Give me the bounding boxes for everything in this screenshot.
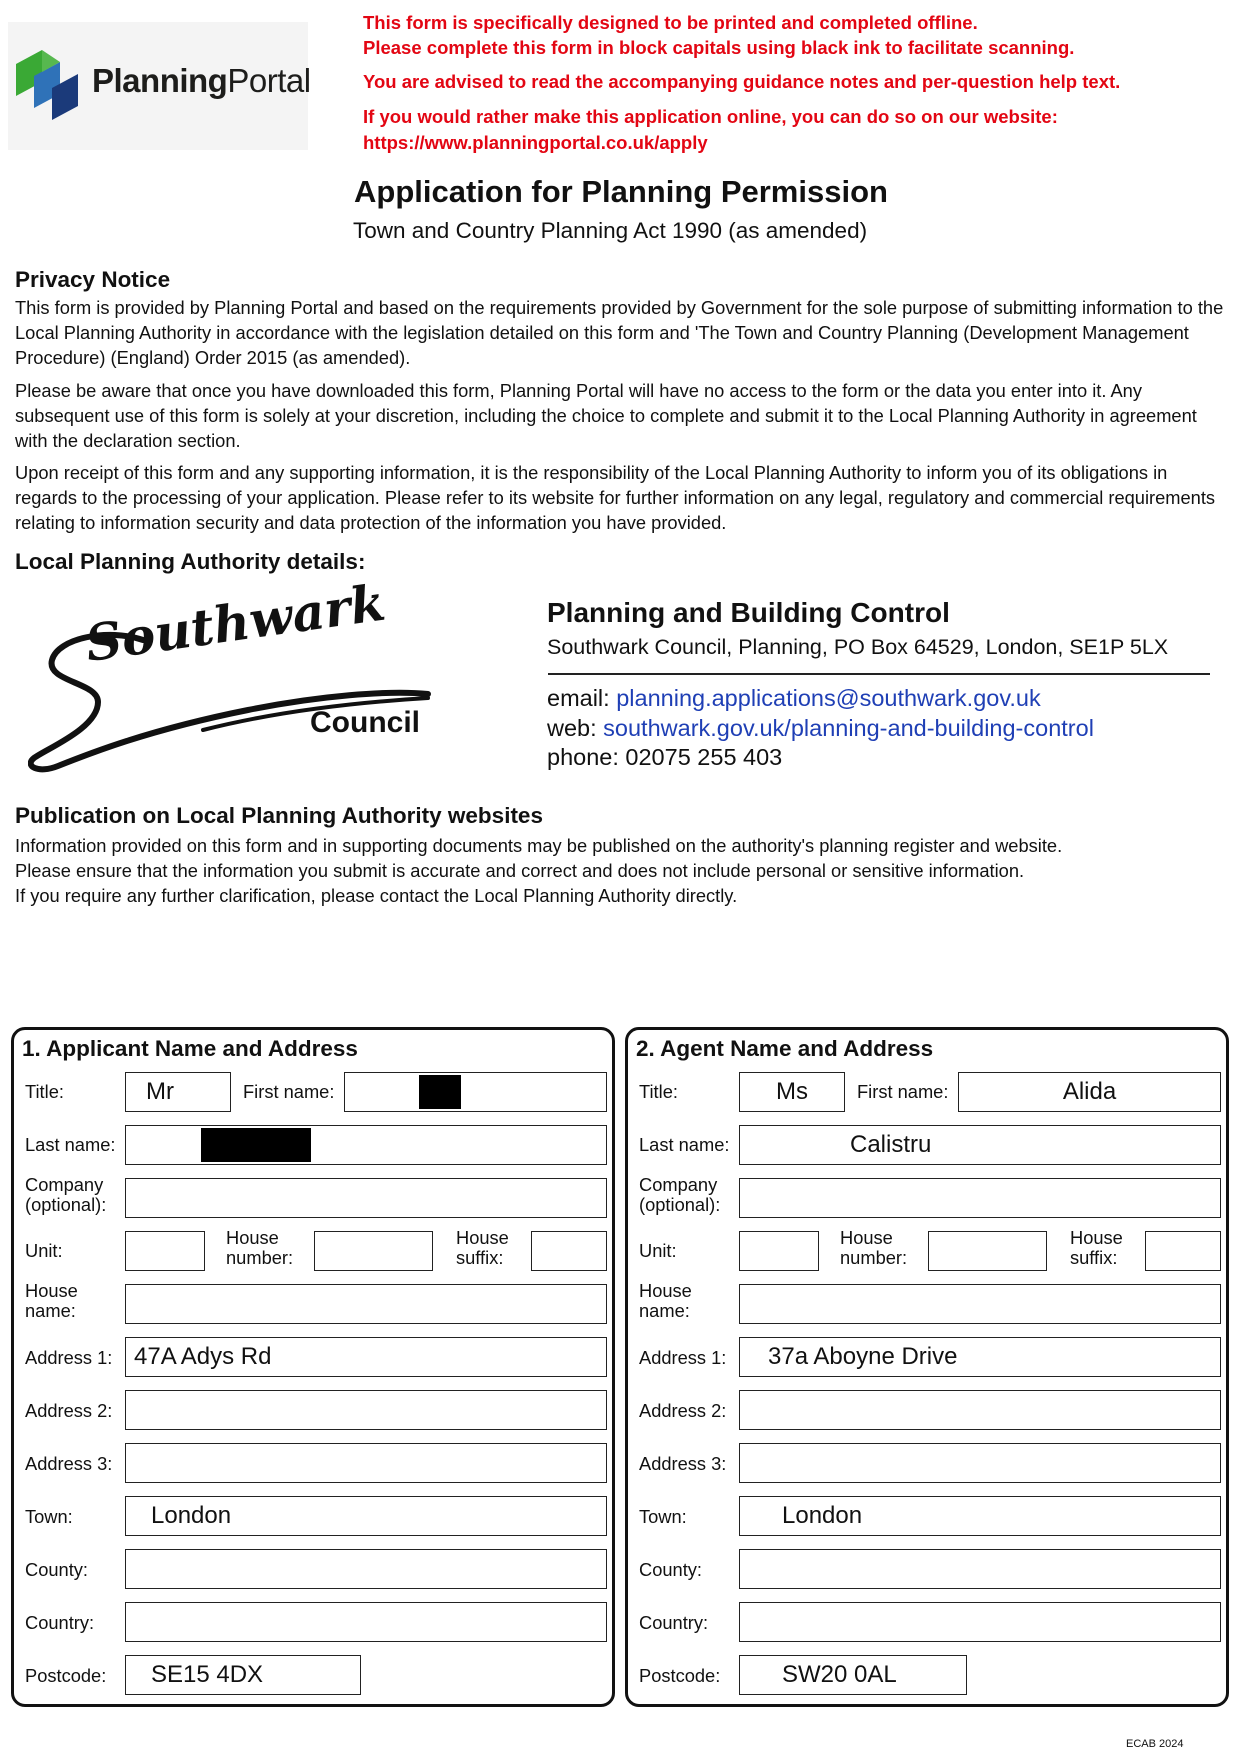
web-link[interactable]: southwark.gov.uk/planning-and-building-control xyxy=(603,715,1094,741)
house-number-label: House number: xyxy=(226,1227,294,1268)
agent-address1-field[interactable]: 37a Aboyne Drive xyxy=(739,1337,1221,1377)
postcode-label: Postcode: xyxy=(25,1665,107,1686)
agent-house-number-field[interactable] xyxy=(928,1231,1047,1271)
privacy-paragraph: Upon receipt of this form and any supporting information, it is the responsibility of the Local Planning Authority to inform you of its obligations in regards to the processing of your application. Please refer to its website for further information on any legal, regulatory and commercial requirements relating to information security and data protection of the information you have provided. xyxy=(15,462,1216,533)
country-label: Country: xyxy=(639,1612,709,1633)
applicant-county-field[interactable] xyxy=(125,1549,607,1589)
title-label: Title: xyxy=(639,1081,678,1102)
phone-label: phone: xyxy=(547,744,619,770)
planning-portal-logo xyxy=(8,22,311,150)
last-name-label: Last name: xyxy=(639,1134,730,1155)
notice-url[interactable]: https://www.planningportal.co.uk/apply xyxy=(363,132,708,153)
town-label: Town: xyxy=(639,1506,687,1527)
agent-company-field[interactable] xyxy=(739,1178,1221,1218)
planning-portal-logo-icon xyxy=(12,42,84,124)
agent-town-field[interactable]: London xyxy=(739,1496,1221,1536)
applicant-company-field[interactable] xyxy=(125,1178,607,1218)
agent-address2-field[interactable] xyxy=(739,1390,1221,1430)
town-label: Town: xyxy=(25,1506,73,1527)
southwark-logo-council: Council xyxy=(310,706,420,739)
form-code: ECAB 2024 xyxy=(1126,1738,1184,1750)
address2-label: Address 2: xyxy=(25,1400,113,1421)
lpa-phone-row xyxy=(547,744,782,771)
county-label: County: xyxy=(639,1559,703,1580)
agent-postcode-field[interactable]: SW20 0AL xyxy=(739,1655,967,1695)
title-label: Title: xyxy=(25,1081,64,1102)
agent-title-field[interactable]: Ms xyxy=(739,1072,845,1112)
lpa-web-row xyxy=(547,715,1094,742)
first-name-label: First name: xyxy=(243,1081,335,1102)
unit-label: Unit: xyxy=(25,1240,63,1261)
notice-offline: This form is specifically designed to be printed and completed offline. xyxy=(363,12,978,33)
house-name-label: House name: xyxy=(639,1280,692,1321)
house-suffix-label: House suffix: xyxy=(1070,1227,1123,1268)
agent-last-name-field[interactable]: Calistru xyxy=(739,1125,1221,1165)
agent-first-name-field[interactable]: Alida xyxy=(958,1072,1221,1112)
applicant-section xyxy=(11,1027,615,1707)
publication-heading: Publication on Local Planning Authority websites xyxy=(15,803,543,828)
applicant-town-field[interactable]: London xyxy=(125,1496,607,1536)
applicant-house-suffix-field[interactable] xyxy=(531,1231,607,1271)
phone-value: 02075 255 403 xyxy=(625,744,783,770)
agent-address3-field[interactable] xyxy=(739,1443,1221,1483)
applicant-last-name-field[interactable] xyxy=(125,1125,607,1165)
applicant-house-number-field[interactable] xyxy=(314,1231,433,1271)
applicant-address2-field[interactable] xyxy=(125,1390,607,1430)
page-title: Application for Planning Permission xyxy=(354,174,888,209)
notice-online: If you would rather make this application online, you can do so on our website: xyxy=(363,106,1058,127)
address3-label: Address 3: xyxy=(639,1453,727,1474)
publication-line: Please ensure that the information you submit is accurate and correct and does not include personal or sensitive information. xyxy=(15,860,1025,881)
southwark-council-logo xyxy=(28,572,448,783)
lpa-email-row xyxy=(547,685,1041,712)
applicant-address1-field[interactable]: 47A Adys Rd xyxy=(125,1337,607,1377)
publication-line: Information provided on this form and in supporting documents may be published on the authority's planning register and website. xyxy=(15,835,1063,856)
applicant-postcode-field[interactable]: SE15 4DX xyxy=(125,1655,361,1695)
email-link[interactable]: planning.applications@southwark.gov.uk xyxy=(616,685,1041,711)
address1-label: Address 1: xyxy=(25,1347,113,1368)
agent-section-title: 2. Agent Name and Address xyxy=(636,1036,934,1061)
postcode-label: Postcode: xyxy=(639,1665,721,1686)
address1-label: Address 1: xyxy=(639,1347,727,1368)
house-number-label: House number: xyxy=(840,1227,908,1268)
address3-label: Address 3: xyxy=(25,1453,113,1474)
lpa-address: Southwark Council, Planning, PO Box 64529, London, SE1P 5LX xyxy=(547,635,1169,659)
email-label: email: xyxy=(547,685,610,711)
privacy-heading: Privacy Notice xyxy=(15,267,171,292)
first-name-label: First name: xyxy=(857,1081,949,1102)
applicant-address3-field[interactable] xyxy=(125,1443,607,1483)
house-name-label: House name: xyxy=(25,1280,78,1321)
planning-portal-wordmark: PlanningPortal xyxy=(92,62,311,99)
applicant-unit-field[interactable] xyxy=(125,1231,205,1271)
company-label: Company (optional): xyxy=(25,1174,107,1215)
county-label: County: xyxy=(25,1559,89,1580)
agent-unit-field[interactable] xyxy=(739,1231,819,1271)
company-label: Company (optional): xyxy=(639,1174,721,1215)
redaction-box xyxy=(201,1128,311,1162)
redaction-box xyxy=(419,1075,461,1109)
address2-label: Address 2: xyxy=(639,1400,727,1421)
applicant-country-field[interactable] xyxy=(125,1602,607,1642)
web-label: web: xyxy=(547,715,597,741)
notice-block-capitals: Please complete this form in block capitals using black ink to facilitate scanning. xyxy=(363,37,1075,58)
lpa-heading: Local Planning Authority details: xyxy=(15,549,366,574)
notice-guidance: You are advised to read the accompanying guidance notes and per-question help text. xyxy=(363,71,1121,92)
applicant-section-title: 1. Applicant Name and Address xyxy=(22,1036,358,1061)
agent-section xyxy=(625,1027,1229,1707)
agent-county-field[interactable] xyxy=(739,1549,1221,1589)
lpa-divider xyxy=(548,673,1210,675)
house-suffix-label: House suffix: xyxy=(456,1227,509,1268)
agent-house-name-field[interactable] xyxy=(739,1284,1221,1324)
applicant-title-field[interactable]: Mr xyxy=(125,1072,231,1112)
unit-label: Unit: xyxy=(639,1240,677,1261)
last-name-label: Last name: xyxy=(25,1134,116,1155)
applicant-house-name-field[interactable] xyxy=(125,1284,607,1324)
page-subtitle: Town and Country Planning Act 1990 (as amended) xyxy=(353,218,868,243)
publication-line: If you require any further clarification, please contact the Local Planning Authority directly. xyxy=(15,885,738,906)
southwark-logo-script: Southwark xyxy=(81,572,389,673)
agent-country-field[interactable] xyxy=(739,1602,1221,1642)
country-label: Country: xyxy=(25,1612,95,1633)
privacy-paragraph: Please be aware that once you have downloaded this form, Planning Portal will have no access to the form or the data you enter into it. Any subsequent use of this form is solely at your discretion, including the choice to complete and submit it to the Local Planning Authority in agreement with the declaration section. xyxy=(15,380,1197,451)
agent-house-suffix-field[interactable] xyxy=(1145,1231,1221,1271)
privacy-paragraph: This form is provided by Planning Portal and based on the requirements provided by Government for the sole purpose of submitting information to the Local Planning Authority in accordance with the legislation detailed on this form and 'The Town and Country Planning (Development Management Procedure) (England) Order 2015 (as amended). xyxy=(15,297,1224,368)
applicant-first-name-field[interactable] xyxy=(344,1072,607,1112)
lpa-name: Planning and Building Control xyxy=(547,597,950,628)
